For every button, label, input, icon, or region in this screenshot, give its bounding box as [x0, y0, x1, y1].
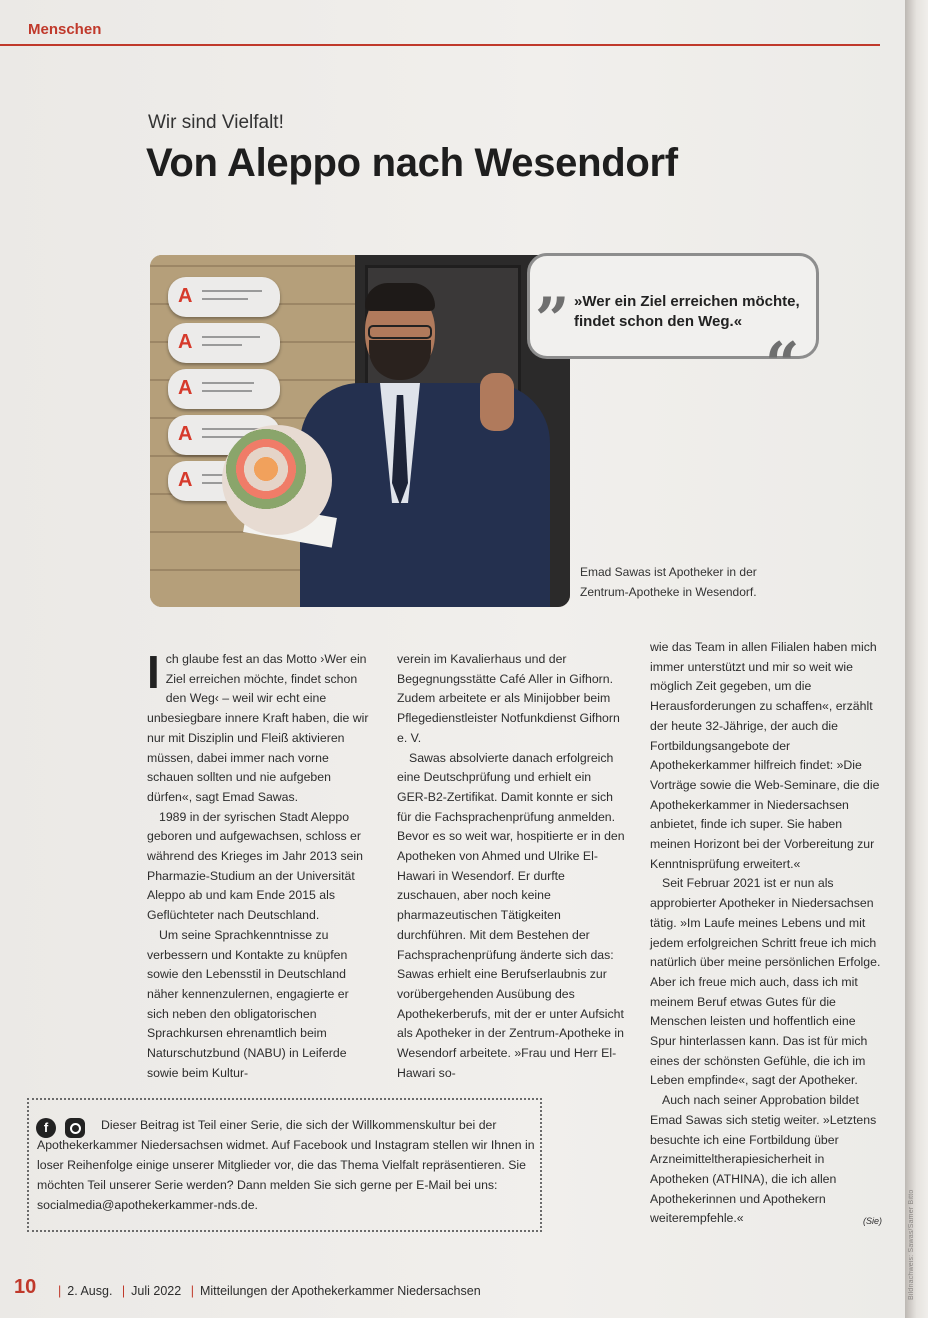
facebook-icon[interactable]: f [36, 1118, 56, 1138]
paragraph-text: ch glaube fest an das Motto ›Wer ein Ziel erreichen möchte, findet schon den Weg‹ – weil wir echt eine unbesiegbare innere Kraft haben, die wir nur mit Disziplin und Fleiß aktivieren müssen, dabei immer nach vorne schauen sollten und nie aufgeben dürfen«, sagt Emad Sawas. [147, 652, 369, 804]
page-footer: | 2. Ausg. | Juli 2022 | Mitteilungen der Apothekerkammer Niedersachsen [58, 1284, 481, 1298]
issue-date: Juli 2022 [131, 1284, 182, 1298]
drop-cap: I [147, 646, 160, 698]
hair [365, 283, 435, 311]
apotheke-logo-icon: A [178, 423, 193, 445]
page-number: 10 [14, 1276, 37, 1298]
section-divider [0, 44, 880, 46]
apotheke-logo-icon: A [178, 469, 193, 491]
paragraph: verein im Kavalierhaus und der Begegnungsstätte Café Aller in Gifhorn. Zudem arbeitete er als Minijobber beim Pflegedienstleister Notfunkdienst Gifhorn e. V. [397, 652, 620, 745]
pharmacy-sign [168, 323, 280, 363]
thumbs-up-hand [480, 373, 514, 431]
portrait-photo [150, 251, 571, 607]
series-info-box [27, 1098, 542, 1232]
paragraph: Seit Februar 2021 ist er nun als approbierter Apotheker in Niedersachsen tätig. »Im Laufe meines Lebens und mit jedem erfolgreichen Schritt freue ich mich natürlich über meine persönlichen Erfolge. Aber ich freue mich auch, dass ich mit meinem Beruf etwas Gutes für die Menschen leisten und hoffentlich eine Spur hinterlassen kann. Das ist für mich eines der schönsten Gefühle, die ich im Leben empfinde«, sagt der Apotheker. [650, 876, 881, 1088]
section-label: Menschen [28, 21, 102, 38]
paragraph [147, 646, 373, 808]
paragraph: Um seine Sprachkenntnisse zu verbessern und Kontakte zu knüpfen sowie den Lebensstil in Deutschland näher kennenzulernen, engagierte er sich neben den obligatorischen Sprachkursen ehrenamtlich beim Naturschutzbund (NABU) in Leiferde sowie beim Kultur- [147, 927, 349, 1080]
quote-close-icon: “ [765, 330, 800, 400]
paragraph: 1989 in der syrischen Stadt Aleppo geboren und aufgewachsen, schloss er während des Krieges im Jahr 2013 sein Pharmazie-Studium an der Universität Aleppo ab und kam Ende 2015 als Geflüchteter nach Deutschland. [147, 809, 364, 923]
pull-quote-text: »Wer ein Ziel erreichen möchte, findet schon den Weg.« [574, 293, 800, 330]
glasses [368, 325, 432, 339]
paragraph [650, 1091, 882, 1229]
publication-name: Mitteilungen der Apothekerkammer Niedersachsen [199, 1284, 481, 1298]
article-column-2 [397, 650, 625, 1083]
pharmacy-sign [168, 277, 280, 317]
author-tag: (Sie) [862, 1216, 882, 1227]
series-info-text: Dieser Beitrag ist Teil einer Serie, die sich der Willkommenskultur bei der Apothekerkammer Niedersachsen widmet. Auf Facebook und Instagram stellen wir Ihnen in loser Reihenfolge einige unserer Mitglieder vor, die das Thema Vielfalt repräsentieren. Sie möchten Teil unserer Serie werden? Dann melden Sie sich gerne per E-Mail bei uns: socialmedia@apothekerkammer-nds.de. [37, 1118, 535, 1212]
photo-credit: Bildnachweis: Sawas/Samer Bitto [908, 1189, 915, 1300]
paragraph-text: Auch nach seiner Approbation bildet Emad Sawas sich stetig weiter. »Letztens besuchte ich eine Fortbildung über Arzneimitteltherapiesicherheit in Apotheken (ATHINA), die ich allen Apothekerinnen und Apothekern weiterempfehle.« [650, 1093, 877, 1226]
paragraph: wie das Team in allen Filialen haben mich immer unterstützt und mir so weit wie möglich Zeit gegeben, um die Herausforderungen zu schaffen«, erzählt der heute 32-Jährige, der auch die Fortbildungsangebote der Apothekerkammer hilfreich findet: »Die Vorträge sowie die Web-Seminare, die die Apothekerkammer in Niedersachsen anbietet, finde ich super. Sie haben meinen Horizont bei der Vorbereitung zur Kenntnisprüfung erweitert.« [650, 640, 880, 871]
flower-bouquet [222, 425, 332, 535]
photo-caption: Emad Sawas ist Apotheker in der Zentrum-Apotheke in Wesendorf. [580, 565, 757, 599]
article-column-3 [650, 638, 882, 1232]
paragraph: Sawas absolvierte danach erfolgreich eine Deutschprüfung und erhielt ein GER-B2-Zertifikat. Damit konnte er sich für die Fachsprachenprüfung anmelden. Bevor es so weit war, hospitierte er in den Apotheken von Ahmed und Ulrike El-Hawari in Wesendorf. Er durfte zuschauen, aber noch keine pharmazeutischen Tätigkeiten durchführen. Mit dem Bestehen der Fachsprachenprüfung änderte sich das: Sawas erhielt eine Berufserlaubnis zur vorübergehenden Ausübung des Apothekerberufs, mit der er unter Aufsicht als Apotheker in der Zentrum-Apotheke in Wesendorf arbeitete. »Frau und Herr El-Hawari so- [397, 750, 625, 1080]
apotheke-logo-icon: A [178, 377, 193, 399]
quote-open-icon: „ [536, 251, 571, 321]
article-column-1 [147, 646, 373, 1083]
article-kicker: Wir sind Vielfalt! [148, 112, 284, 133]
issue-label: 2. Ausg. [67, 1284, 113, 1298]
apotheke-logo-icon: A [178, 331, 193, 353]
apotheke-logo-icon: A [178, 285, 193, 307]
pharmacy-sign [168, 369, 280, 409]
article-title: Von Aleppo nach Wesendorf [146, 141, 678, 185]
